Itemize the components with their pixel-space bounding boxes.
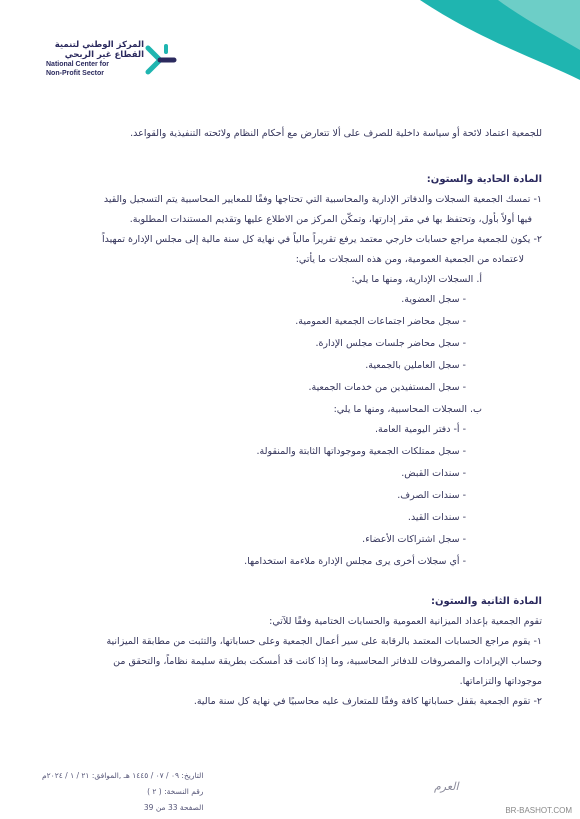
admin-records-list xyxy=(38,290,542,397)
article-61-item-1-continued: فيها أولاً بأول، وتحتفظ بها في مقر إدارتها، وتمكّن المركز من الاطلاع عليها وتقديم المستندات المطلوبة. xyxy=(129,214,532,225)
list-item: - سندات الصرف. xyxy=(397,490,466,501)
page-footer xyxy=(42,768,203,816)
list-item: - سجل محاضر اجتماعات الجمعية العمومية. xyxy=(295,316,466,327)
logo-english-line2: Non-Profit Sector xyxy=(46,70,104,77)
ncnp-logo xyxy=(40,40,180,90)
article-62-heading: المادة الثانية والستون: xyxy=(430,596,542,607)
footer-page-number: الصفحة 33 من 39 xyxy=(143,803,204,812)
article-61-item-2: ٢- يكون للجمعية مراجع حسابات خارجي معتمد يرفع تقريراً مالياً في نهاية كل سنة مالية إلى مجلس الإدارة تمهيداً xyxy=(101,234,542,245)
list-item: - سجل العضوية. xyxy=(401,294,466,305)
admin-records-subheading: أ. السجلات الإدارية، ومنها ما يلي: xyxy=(351,274,482,285)
signature: العرم xyxy=(434,780,459,793)
section-spacer xyxy=(38,574,542,592)
article-62-item-1: ١- يقوم مراجع الحسابات المعتمد بالرقابة على سير أعمال الجمعية وعلى حساباتها، والتثبت من مطابقة الميزانية xyxy=(106,636,542,647)
logo-arabic-line1: المركز الوطني لتنمية xyxy=(54,40,144,50)
article-62-intro: تقوم الجمعية بإعداد الميزانية العمومية والحسابات الختامية وفقًا للآتي: xyxy=(269,616,542,627)
intro-paragraph: للجمعية اعتماد لائحة أو سياسة داخلية للصرف على ألا تتعارض مع أحكام النظام ولائحته التنفيذية والقواعد. xyxy=(130,128,542,139)
list-item: - سندات القبض. xyxy=(401,468,466,479)
list-item: - سجل ممتلكات الجمعية وموجوداتها الثابتة والمنقولة. xyxy=(256,446,466,457)
document-body xyxy=(38,124,542,712)
list-item: - سجل المستفيدين من خدمات الجمعية. xyxy=(308,382,466,393)
list-item: - سجل محاضر جلسات مجلس الإدارة. xyxy=(315,338,466,349)
article-62-item-2: ٢- تقوم الجمعية بقفل حساباتها كافة وفقًا للمتعارف عليه محاسبيًا في نهاية كل سنة مالية. xyxy=(193,696,542,707)
logo-mark-icon xyxy=(144,40,178,80)
list-item: - أي سجلات أخرى يرى مجلس الإدارة ملاءمة استخدامها. xyxy=(244,556,466,567)
list-item: - سجل العاملين بالجمعية. xyxy=(365,360,466,371)
article-61-item-2-continued: لاعتماده من الجمعية العمومية، ومن هذه السجلات ما يأتي: xyxy=(295,254,524,265)
watermark: BR-BASHOT.COM xyxy=(505,806,572,815)
article-62-item-1-continued: وحساب الإيرادات والمصروفات للدفاتر المحاسبية، وما إذا كانت قد أمسكت بطريقة سليمة نظاماً، والتحقق من xyxy=(113,656,542,667)
accounting-records-subheading: ب. السجلات المحاسبية، ومنها ما يلي: xyxy=(333,404,482,415)
list-item: - سجل اشتراكات الأعضاء. xyxy=(362,534,466,545)
footer-copy-number: رقم النسخة: ( ٢ ) xyxy=(147,787,204,796)
accounting-records-list xyxy=(38,420,542,571)
list-item: - أ- دفتر اليومية العامة. xyxy=(374,424,466,435)
article-61-item-1: ١- تمسك الجمعية السجلات والدفاتر الإدارية والمحاسبية التي تحتاجها وفقًا للمعايير المحاسبية يتم التسجيل والقيد xyxy=(103,194,542,205)
logo-english-line1: National Center for xyxy=(46,61,110,68)
article-62-item-1-continued-2: موجوداتها والتزاماتها. xyxy=(459,676,542,687)
article-61-heading: المادة الحادية والستون: xyxy=(426,174,542,185)
footer-date: التاريخ: ٠٩ / ٠٧ / ١٤٤٥ هـ ,الموافق: ٢١ / ١ / ٢٠٢٤م xyxy=(42,771,204,780)
logo-arabic-line2: القطاع غير الربحي xyxy=(64,50,144,60)
list-item: - سندات القيد. xyxy=(407,512,466,523)
